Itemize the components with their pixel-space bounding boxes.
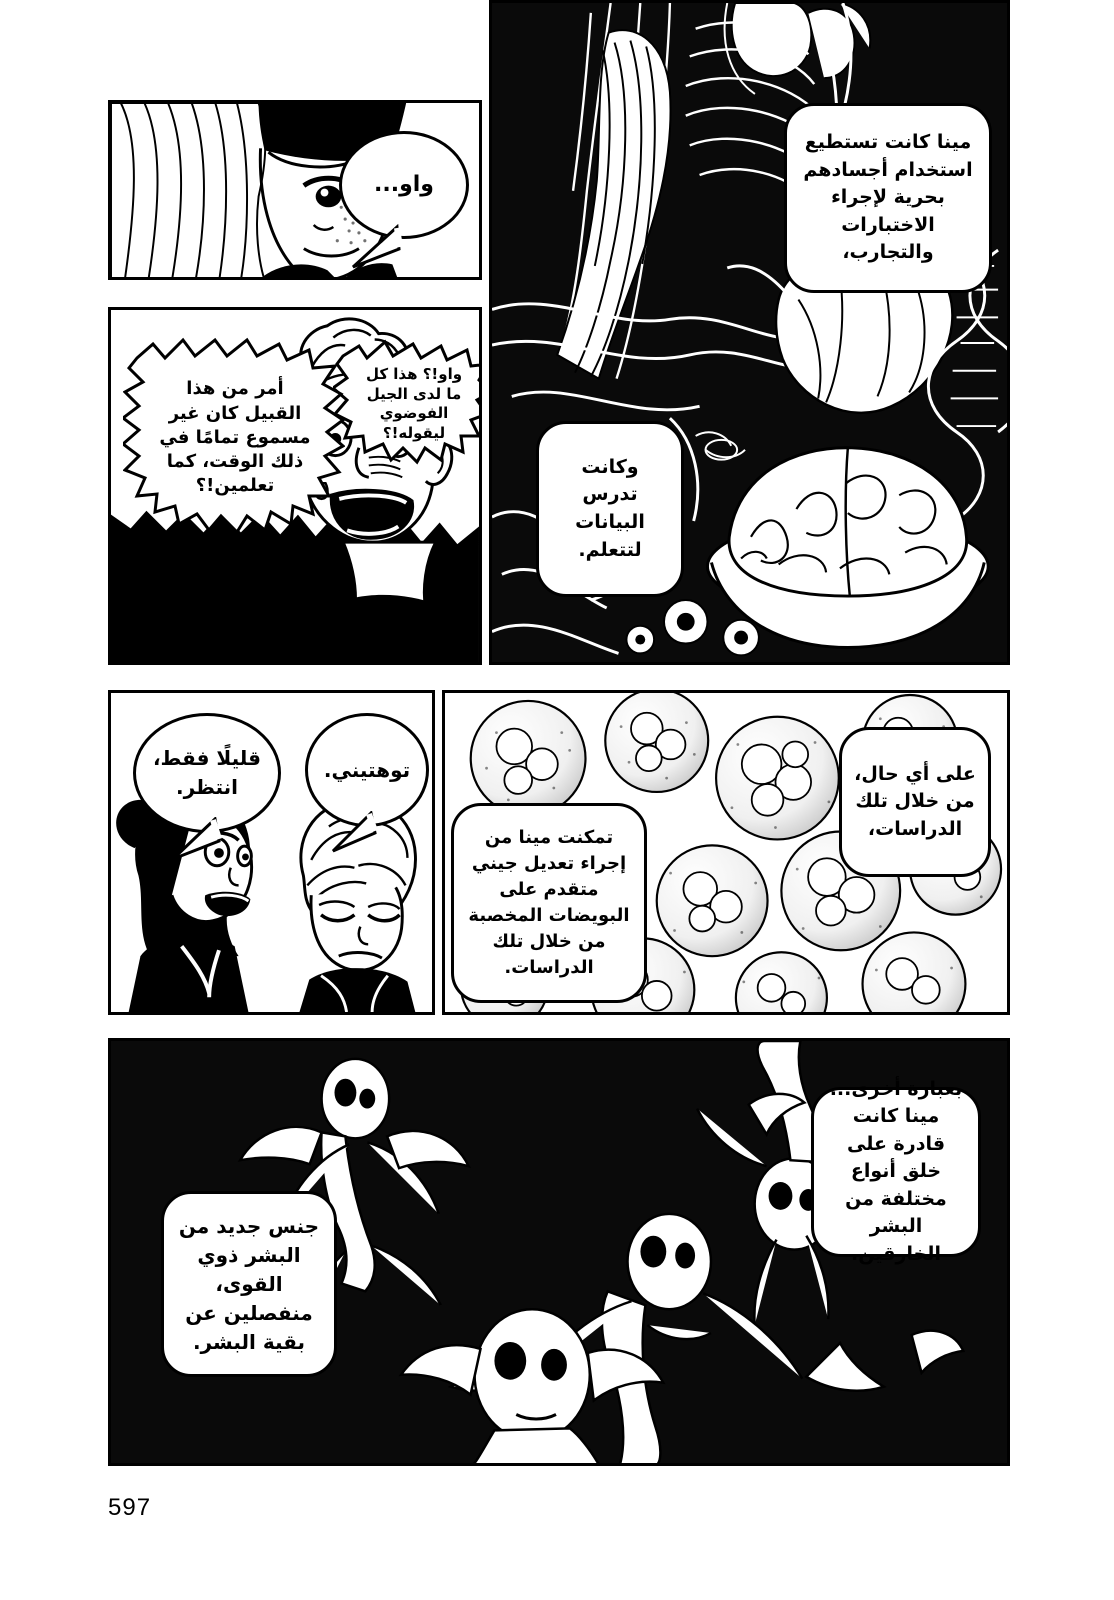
speech-balloon-you-lost-me bbox=[305, 713, 429, 827]
speech-balloon-anyway-studies bbox=[839, 727, 991, 877]
speech-balloon-superhumans bbox=[811, 1077, 981, 1265]
balloon-text: واو!؟ هذا كل ما لدى الجيل الفوضوي ليقوله!؟ bbox=[365, 365, 463, 442]
balloon-text: واو... bbox=[374, 172, 434, 198]
speech-balloon-chaos-generation bbox=[351, 354, 477, 454]
balloon-text: أمر من هذا القبيل كان غير مسموع تمامًا في ذلك الوقت، كما تعلمين!؟ bbox=[159, 378, 311, 497]
balloon-text: توهتيني. bbox=[323, 757, 411, 782]
balloon-text: مينا كانت تستطيع استخدام أجسادهم بحرية لإجراء الاختبارات والتجارب، bbox=[803, 131, 973, 264]
panel-embryo-cells bbox=[442, 690, 1010, 1015]
balloon-text: قليلًا فقط، انتظر. bbox=[152, 746, 262, 799]
speech-balloon-studying-data bbox=[536, 421, 684, 597]
panel-floating-beings bbox=[108, 1038, 1010, 1466]
balloon-tail-wow bbox=[347, 223, 407, 271]
page-number: 597 bbox=[108, 1494, 152, 1521]
speech-balloon-unheard-of bbox=[145, 354, 325, 522]
balloon-tail-wait-a-bit bbox=[163, 817, 227, 863]
balloon-text: تمكنت مينا من إجراء تعديل جيني متقدم على البويضات المخصبة من خلال تلك الدراسات. bbox=[468, 826, 630, 979]
panel-girl-close-up bbox=[108, 100, 482, 280]
panel-shouting-man bbox=[108, 307, 482, 665]
balloon-tail-you-lost-me bbox=[325, 811, 385, 855]
balloon-text: وكانت تدرس البيانات لتتعلم. bbox=[575, 455, 645, 561]
speech-balloon-wait-a-bit bbox=[133, 713, 281, 833]
balloon-text: جنس جديد من البشر ذوي القوى، منفصلين عن بقية البشر. bbox=[178, 1213, 320, 1354]
panel-lab-organs bbox=[489, 0, 1010, 665]
balloon-text: بعبارة أخرى... مينا كانت قادرة على خلق أنواع مختلفة من البشر الخارقين. bbox=[829, 1077, 963, 1265]
balloon-text: على أي حال، من خلال تلك الدراسات، bbox=[854, 762, 976, 840]
panel-two-characters bbox=[108, 690, 435, 1015]
speech-balloon-new-species bbox=[161, 1191, 337, 1377]
speech-balloon-gene-editing bbox=[451, 803, 647, 1003]
speech-balloon-mina-bodies bbox=[784, 103, 992, 293]
